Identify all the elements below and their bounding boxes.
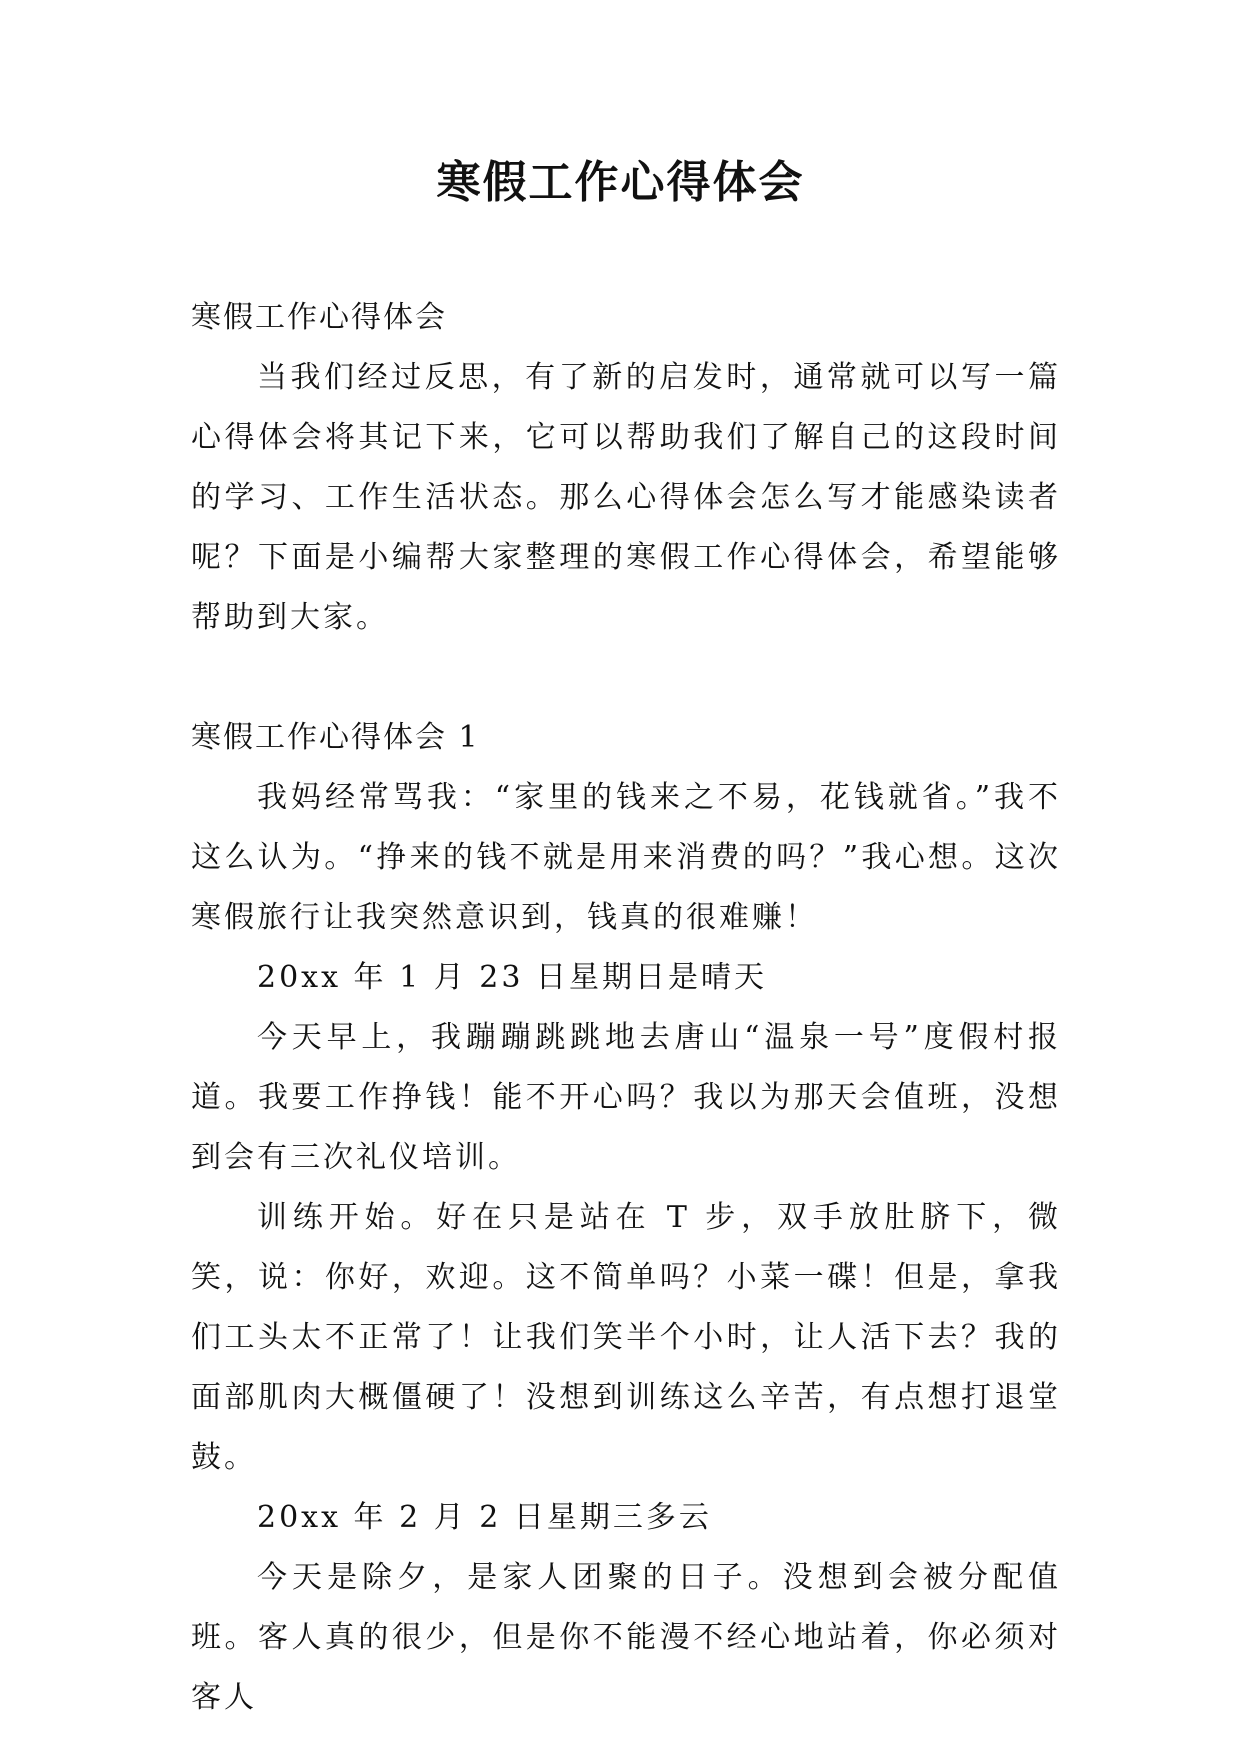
section-heading: 寒假工作心得体会 1 <box>191 720 480 755</box>
document-title: 寒假工作心得体会 <box>436 157 805 208</box>
body-paragraph: 今天早上，我蹦蹦跳跳地去唐山“温泉一号”度假村报道。我要工作挣钱！能不开心吗？我以为那天会值班，没想到会有三次礼仪培训。 <box>191 1020 1061 1175</box>
section-spacer <box>191 648 1061 708</box>
diary-date: 20xx 年 1 月 23 日星期日是晴天 <box>257 960 767 995</box>
document-body <box>191 288 1061 1728</box>
intro-heading: 寒假工作心得体会 <box>191 300 447 335</box>
body-paragraph: 我妈经常骂我：“家里的钱来之不易，花钱就省。”我不这么认为。“挣来的钱不就是用来消费的吗？”我心想。这次寒假旅行让我突然意识到，钱真的很难赚！ <box>191 780 1061 935</box>
diary-date: 20xx 年 2 月 2 日星期三多云 <box>257 1500 712 1535</box>
intro-paragraph: 当我们经过反思，有了新的启发时，通常就可以写一篇心得体会将其记下来，它可以帮助我们了解自己的这段时间的学习、工作生活状态。那么心得体会怎么写才能感染读者呢？下面是小编帮大家整理的寒假工作心得体会，希望能够帮助到大家。 <box>191 360 1061 635</box>
body-paragraph: 训练开始。好在只是站在 T 步，双手放肚脐下，微笑，说：你好，欢迎。这不简单吗？小菜一碟！但是，拿我们工头太不正常了！让我们笑半个小时，让人活下去？我的面部肌肉大概僵硬了！没想到训练这么辛苦，有点想打退堂鼓。 <box>191 1200 1061 1475</box>
body-paragraph: 今天是除夕，是家人团聚的日子。没想到会被分配值班。客人真的很少，但是你不能漫不经心地站着，你必须对客人 <box>191 1560 1061 1715</box>
